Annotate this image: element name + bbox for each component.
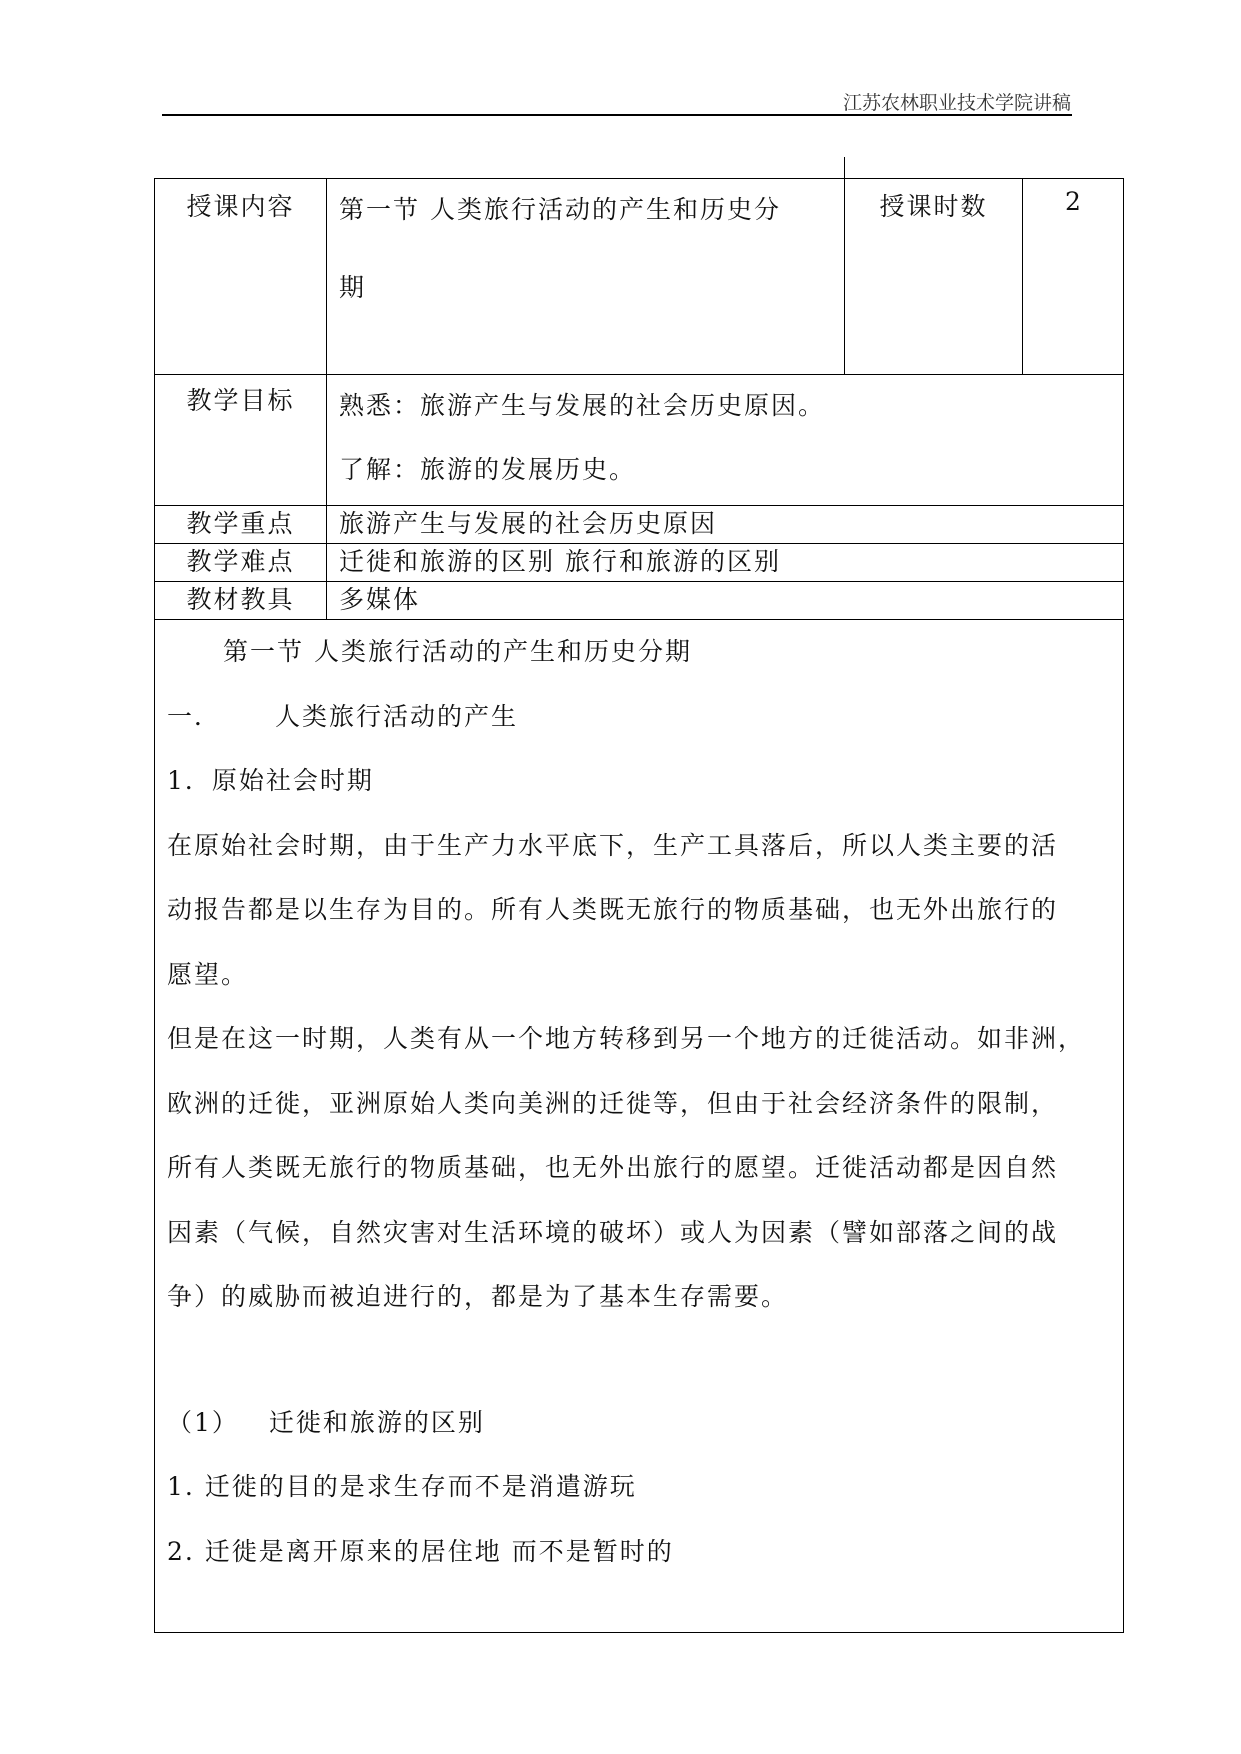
blank-line bbox=[167, 1330, 1111, 1391]
subsection1-heading: 1．原始社会时期 bbox=[167, 766, 374, 795]
para2-line4: 因素（气候，自然灾害对生活环境的破坏）或人为因素（譬如部落之间的战 bbox=[167, 1217, 1059, 1247]
lesson-title-line1: 第一节 人类旅行活动的产生和历史分 bbox=[339, 195, 781, 224]
content-heading: 第一节 人类旅行活动的产生和历史分期 bbox=[223, 637, 692, 666]
difficulties-value: 迁徙和旅游的区别 旅行和旅游的区别 bbox=[339, 547, 781, 576]
objectives-row bbox=[155, 375, 1123, 506]
para2-line5: 争）的威胁而被迫进行的，都是为了基本生存需要。 bbox=[167, 1282, 789, 1311]
materials-row bbox=[155, 582, 1123, 620]
difficulties-row bbox=[155, 544, 1123, 582]
lesson-table bbox=[154, 178, 1124, 1633]
hours-value: 2 bbox=[1065, 187, 1081, 216]
objectives-label: 教学目标 bbox=[155, 375, 327, 505]
materials-value: 多媒体 bbox=[339, 585, 421, 614]
objectives-value bbox=[327, 375, 1123, 505]
key-points-value: 旅游产生与发展的社会历史原因 bbox=[339, 509, 718, 538]
lesson-content-row bbox=[155, 179, 1123, 375]
para1-line1: 在原始社会时期，由于生产力水平底下，生产工具落后，所以人类主要的活 bbox=[167, 830, 1059, 860]
para2-line2: 欧洲的迁徙，亚洲原始人类向美洲的迁徙等，但由于社会经济条件的限制， bbox=[167, 1088, 1059, 1118]
difficulties-label: 教学难点 bbox=[155, 544, 327, 581]
section1-number: 一． bbox=[167, 701, 222, 731]
lesson-title-line2: 期 bbox=[339, 273, 367, 302]
para2-line1: 但是在这一时期，人类有从一个地方转移到另一个地方的迁徙活动。如非洲， bbox=[167, 1024, 1086, 1053]
objective-understand: 了解：旅游的发展历史。 bbox=[339, 455, 637, 484]
para2-line3: 所有人类既无旅行的物质基础，也无外出旅行的愿望。迁徙活动都是因自然 bbox=[167, 1153, 1059, 1182]
para1-line3: 愿望。 bbox=[167, 959, 249, 989]
materials-label: 教材教具 bbox=[155, 582, 327, 619]
key-points-label: 教学重点 bbox=[155, 506, 327, 543]
lesson-content-label: 授课内容 bbox=[155, 179, 327, 374]
section1-title: 人类旅行活动的产生 bbox=[275, 701, 519, 731]
objective-familiar: 熟悉：旅游产生与发展的社会历史原因。 bbox=[339, 391, 826, 420]
content-row bbox=[155, 620, 1123, 1632]
subsection2-title: 迁徙和旅游的区别 bbox=[268, 1407, 485, 1437]
para1-line2: 动报告都是以生存为目的。所有人类既无旅行的物质基础，也无外出旅行的 bbox=[167, 895, 1059, 924]
section1-heading bbox=[167, 685, 1111, 750]
hours-label: 授课时数 bbox=[845, 179, 1023, 374]
list-item: 2. 迁徙是离开原来的居住地 而不是暂时的 bbox=[167, 1536, 674, 1566]
header-institution: 江苏农林职业技术学院讲稿 bbox=[842, 92, 1071, 114]
lesson-body bbox=[155, 620, 1123, 1632]
subsection2-number: （1） bbox=[167, 1407, 239, 1437]
subsection2-heading bbox=[167, 1391, 1111, 1456]
header-rule bbox=[162, 114, 1072, 116]
list-item: 1. 迁徙的目的是求生存而不是消遣游玩 bbox=[167, 1472, 637, 1501]
lesson-title bbox=[327, 157, 845, 374]
key-points-row bbox=[155, 506, 1123, 544]
